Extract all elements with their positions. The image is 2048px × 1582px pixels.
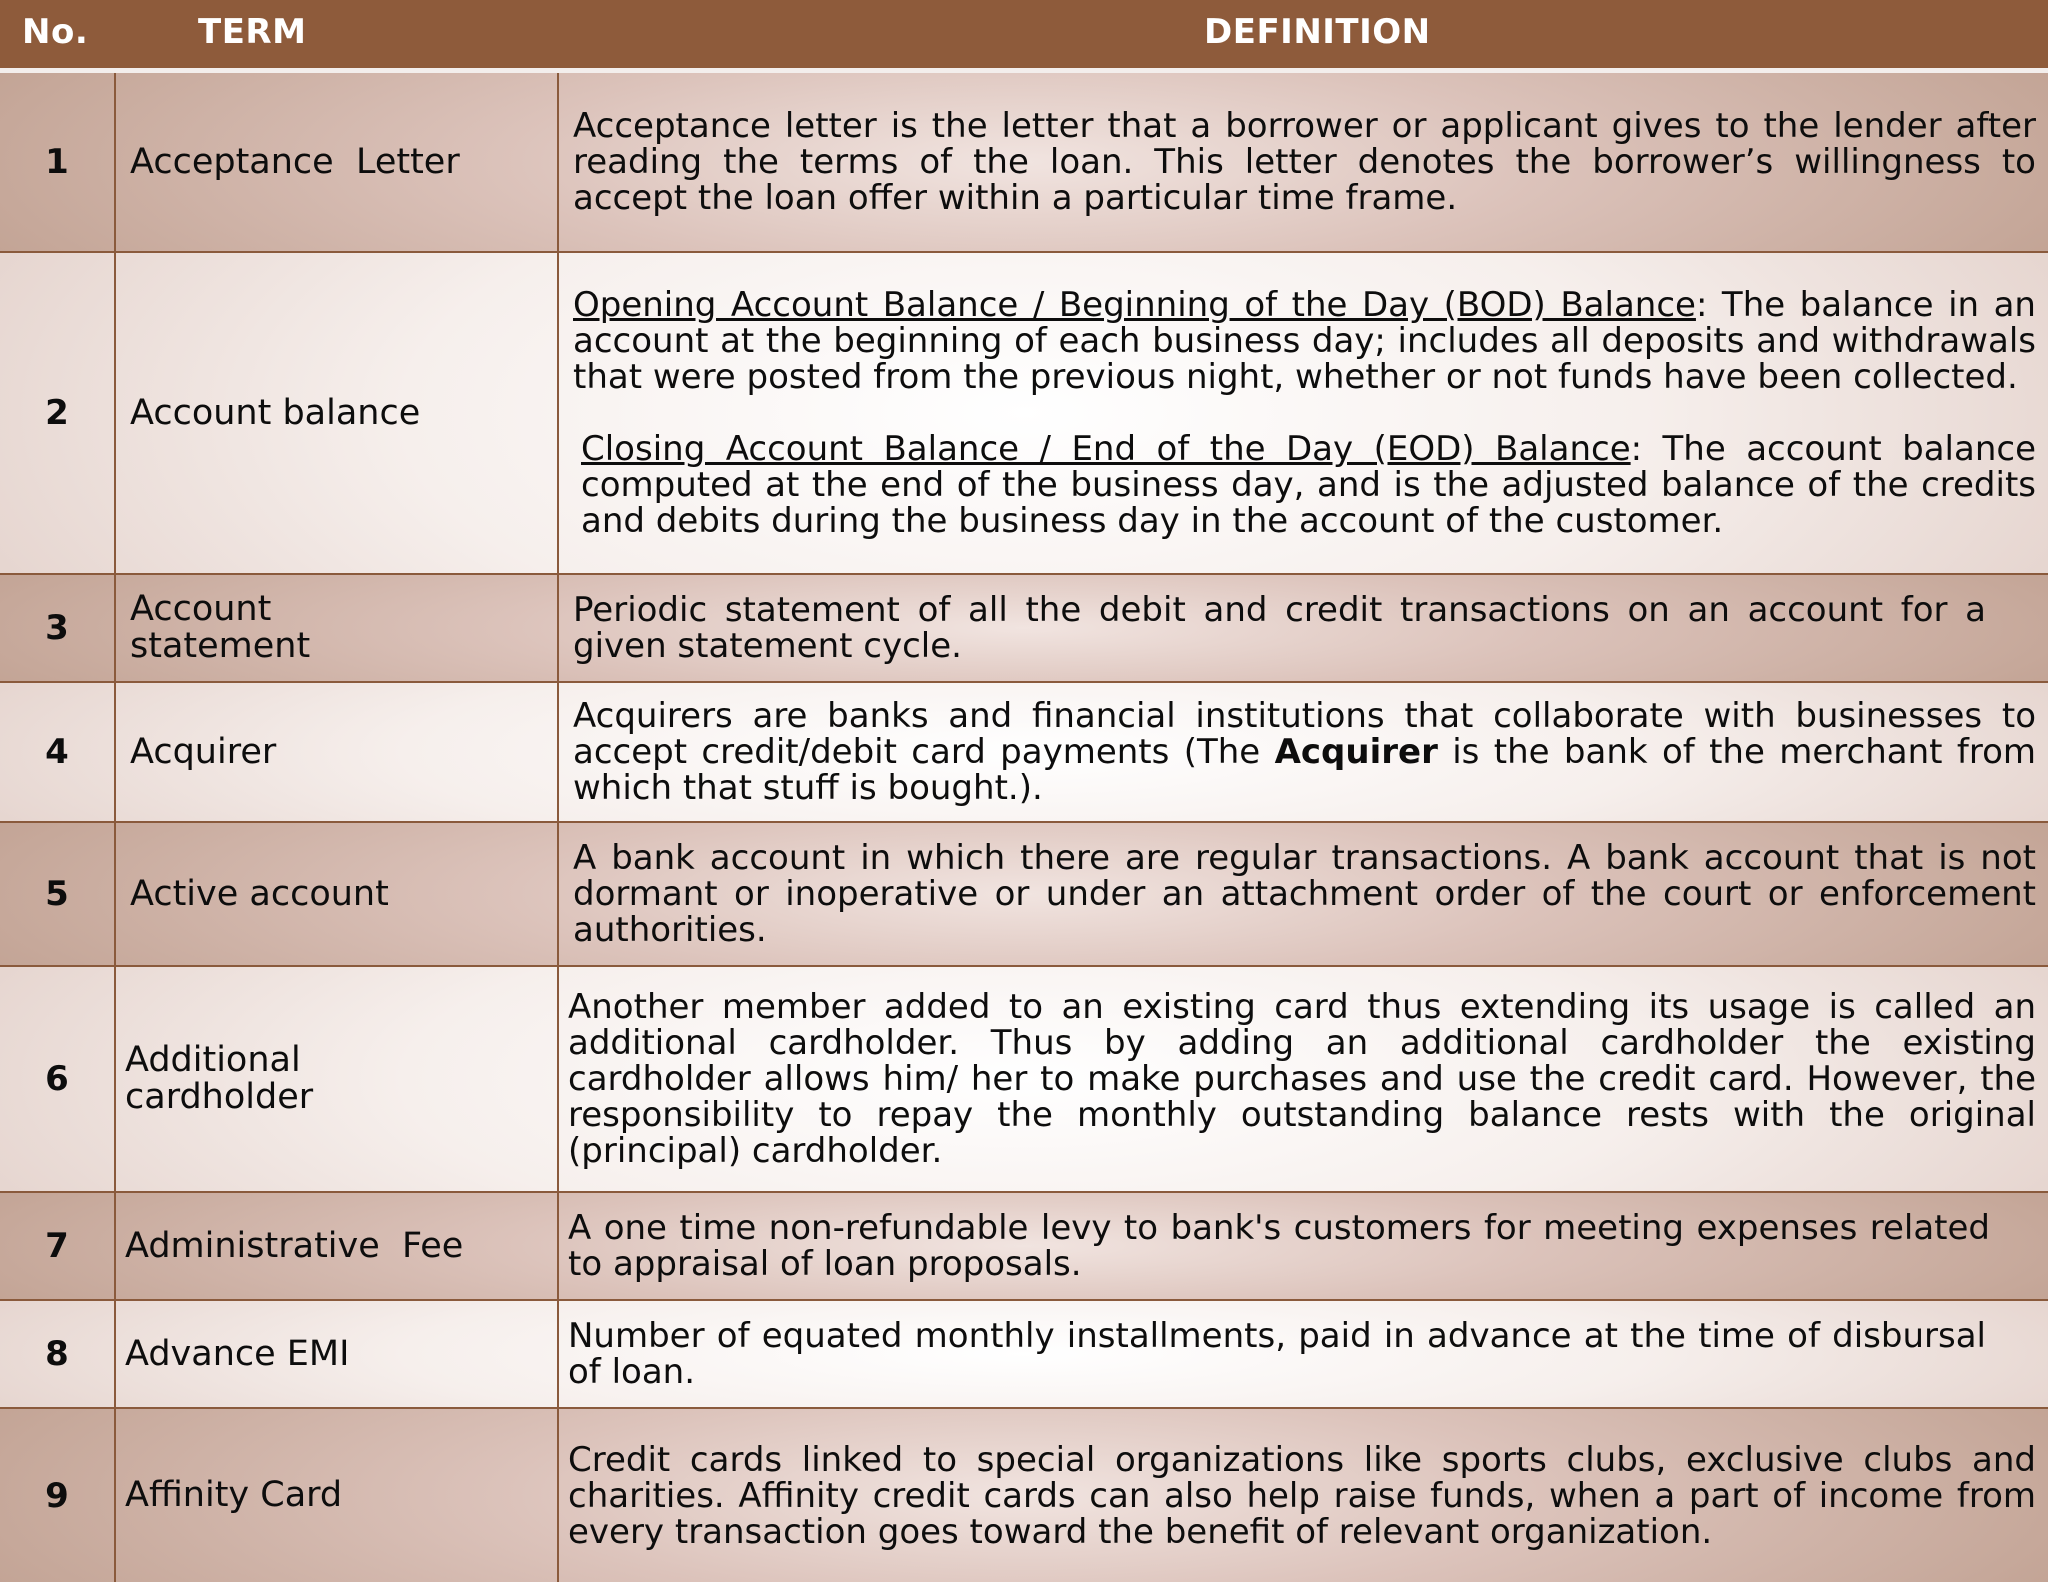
definition-text: A one time non-refundable levy to bank's customers for meeting expenses related to appraisal of loan proposals.: [568, 1208, 1990, 1284]
definition-cell: [559, 253, 2048, 573]
definition-text: Another member added to an existing card thus extending its usage is called an additional cardholder. Thus by adding an additional cardholder the existing cardholder allows him/ her to make purchases and use the credit card. However, the responsibility to repay the monthly outstanding balance rests with the original (principal) cardholder.: [568, 987, 2036, 1171]
definition-text: [573, 698, 2036, 806]
row-number: 2: [0, 253, 116, 573]
term-text: Affinity Card: [125, 1475, 343, 1515]
term-text-line1: Additional: [125, 1040, 301, 1080]
table-row: [0, 683, 2048, 823]
definition-cell: [559, 575, 2048, 681]
definition-text-part: Acquirers are banks and financial institutions that collaborate with businesses to accept credit/debit card payments (The: [573, 696, 2036, 772]
definition-cell: [559, 1409, 2048, 1582]
definition-text: A bank account in which there are regular transactions. A bank account that is not dormant or inoperative or under an attachment order of the court or enforcement authorities.: [573, 838, 2036, 950]
definition-bold-term: Acquirer: [1274, 732, 1438, 772]
table-header: [0, 0, 2048, 68]
definition-cell: [559, 1193, 2048, 1299]
definition-cell: [559, 967, 2048, 1191]
term-cell: [116, 823, 559, 965]
opening-balance-definition: [573, 287, 2036, 395]
header-term: TERM: [198, 12, 307, 52]
table-row: [0, 823, 2048, 967]
table-row: [0, 253, 2048, 575]
table-row: [0, 575, 2048, 683]
row-number: 7: [0, 1193, 116, 1299]
term-text: Acceptance Letter: [130, 141, 460, 182]
table-row: [0, 1193, 2048, 1301]
header-definition: DEFINITION: [1204, 12, 1431, 52]
definition-cell: [559, 823, 2048, 965]
term-cell: [116, 575, 559, 681]
table-row: [0, 1409, 2048, 1582]
term-cell: [116, 967, 559, 1191]
definition-cell: [559, 1301, 2048, 1407]
row-number: 9: [0, 1409, 116, 1582]
definition-cell: [559, 683, 2048, 821]
definition-cell: [559, 73, 2048, 251]
row-number: 4: [0, 683, 116, 821]
term-text: Active account: [130, 873, 389, 914]
opening-balance-heading: Opening Account Balance / Beginning of the Day (BOD) Balance: [573, 285, 1696, 325]
term-text: Administrative Fee: [125, 1225, 464, 1266]
closing-balance-definition: [573, 431, 2036, 539]
term-cell: [116, 1409, 559, 1582]
table-row: [0, 967, 2048, 1193]
closing-balance-text: : The account balance computed at the end of the business day, and is the adjusted balance of the credits and debits during the business day in the account of the customer.: [581, 429, 2036, 541]
closing-balance-heading: Closing Account Balance / End of the Day (EOD) Balance: [581, 429, 1631, 469]
header-no: No.: [22, 12, 89, 52]
definition-text: Periodic statement of all the debit and credit transactions on an account for a given statement cycle.: [573, 590, 1986, 666]
row-number: 8: [0, 1301, 116, 1407]
row-number: 1: [0, 73, 116, 251]
term-text: Advance EMI: [125, 1333, 350, 1374]
row-number: 6: [0, 967, 116, 1191]
table-row: [0, 1301, 2048, 1409]
table-row: [0, 73, 2048, 253]
term-text: Acquirer: [130, 731, 277, 772]
row-number: 5: [0, 823, 116, 965]
term-text-line2: cardholder: [125, 1077, 314, 1117]
row-number: 3: [0, 575, 116, 681]
definition-text: Credit cards linked to special organizations like sports clubs, exclusive clubs and charities. Affinity credit cards can also help raise funds, when a part of income from every transaction goes toward the benefit of relevant organization.: [568, 1439, 2036, 1552]
term-cell: [116, 1301, 559, 1407]
term-cell: [116, 253, 559, 573]
term-cell: [116, 683, 559, 821]
definition-text-part: is the bank of the merchant from which that stuff is bought.).: [573, 732, 2036, 808]
term-text-line1: Account: [130, 589, 272, 629]
term-cell: [116, 1193, 559, 1299]
term-text-line2: statement: [130, 626, 311, 666]
definition-text: Number of equated monthly installments, paid in advance at the time of disbursal of loan.: [568, 1316, 1986, 1392]
definition-text: Acceptance letter is the letter that a borrower or applicant gives to the lender after reading the terms of the loan. This letter denotes the borrower’s willingness to accept the loan offer within a particular time frame.: [573, 106, 2036, 218]
term-text: Account balance: [130, 392, 421, 433]
opening-balance-text: : The balance in an account at the beginning of each business day; includes all deposits and withdrawals that were posted from the previous night, whether or not funds have been collected.: [573, 285, 2036, 397]
term-cell: [116, 73, 559, 251]
